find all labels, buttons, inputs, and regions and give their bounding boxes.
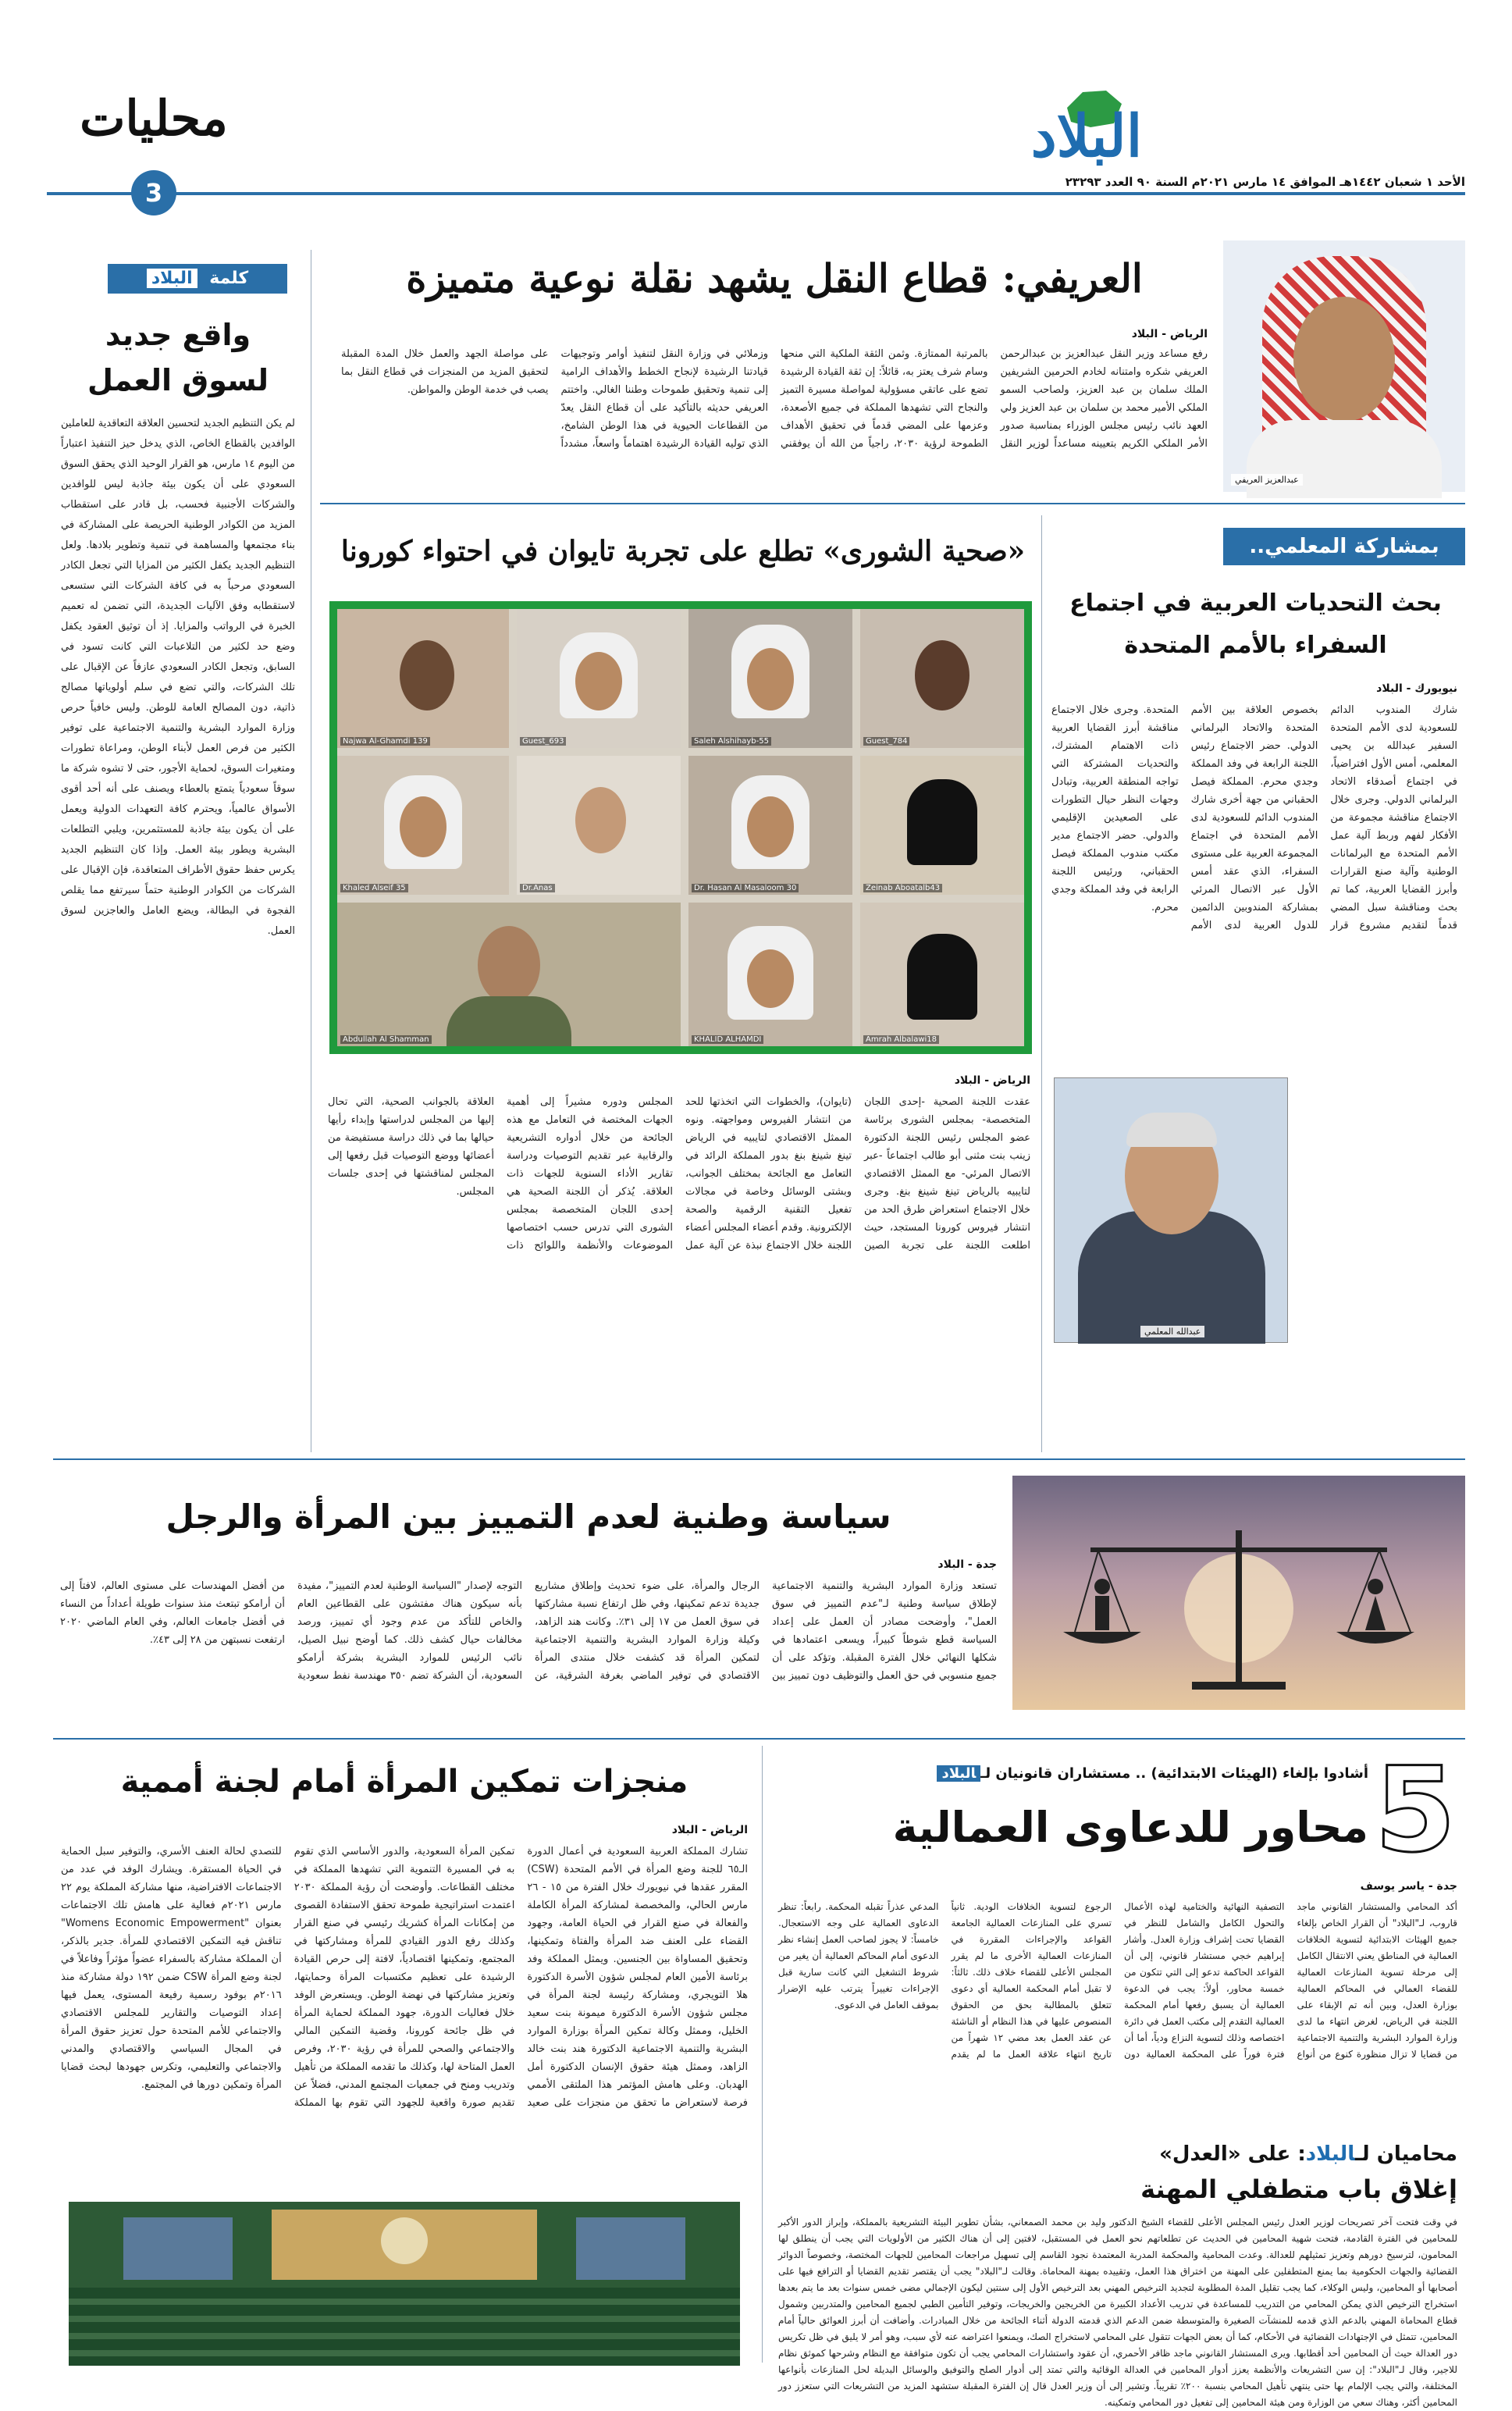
story-shura-body: عقدت اللجنة الصحية -إحدى اللجان المتخصصة- بمجلس الشورى برئاسة عضو المجلس رئيس اللجنة الدكتورة زينب بنت مثنى أبو طالب اجتماعاً -عبر الاتصال المرئي- مع الممثل الاقتصادي لتايبيه بالرياض تينغ شينغ بنغ. وجرى خلال الاجتماع استعراض طرق الحد من انتشار فيروس كورونا المستجد، حيث اطلعت اللجنة على تجربة الصين (تايوان)، والخطوات التي اتخذتها للحد من انتشار الفيروس ومواجهته. ونوه الممثل الاقتصادي لتايبيه في الرياض تينغ شينغ بنغ بدور المملكة الرائد في التعامل مع الجائحة بمختلف الجوانب، وبشتى الوسائل وخاصة في مجالات تفعيل التقنية الرقمية والصحة الإلكترونية. وقدم أعضاء المجلس أعضاء اللجنة خلال الاجتماع نبذة عن آلية عمل المجلس ودوره مشيراً إلى أهمية الجهات المختصة في التعامل مع هذه الجائحة من خلال أدواره التشريعية والرقابية عبر تقديم التوصيات ودراسة تقارير الأداء السنوية للجهات ذات العلاقة. يُذكر أن اللجنة الصحية هي إحدى اللجان المتخصصة بمجلس الشورى التي تدرس حسب اختصاصها الموضوعات والأنظمة واللوائح ذات العلاقة بالجوانب الصحية، التي تحال إليها من المجلس لدراستها وإبداء رأيها حيالها بما في ذلك دراسة مستفيضة من أعضائها ووضع التوصيات قبل رفعها إلى المجلس لمناقشتها في إحدى جلسات المجلس. xyxy=(328,1096,1030,1252)
video-tile xyxy=(517,609,681,748)
video-tile-name: Najwa Al-Ghamdi 139 xyxy=(340,737,430,746)
video-tile-name: Dr.Anas xyxy=(520,884,555,892)
masthead-rule xyxy=(47,192,1465,195)
video-tile-name: Saleh Alshihayb-55 xyxy=(692,737,771,746)
column-body: لم يكن التنظيم الجديد لتحسين العلاقة التعاقدية للعاملين الوافدين بالقطاع الخاص، الذي يدخل حيز التنفيذ اعتباراً من اليوم ١٤ مارس، هو القرار الوحيد الذي يحقق السوق السعودي على أن يكون بيئة جاذبة ليس للوافدين والشركات الأجنبية فحسب، بل قادر على استقطاب المزيد من الكوادر الوطنية الحريصة على المشاركة في بناء مجتمعها والمساهمة في تنمية وتطوير بلادها. ولعل التنظيم الجديد يكفل الكثير من المزايا التي تجعل الكادر السعودي مرحباً به في كافة الشركات التي ستسعى لاستقطابه وفق الآليات الجديدة، التي تضمن له تعميم الخبرة في الرواتب والمزايا. إذ أن توثيق العقود يكفل وضع حد لكثير من التلاعبات التي كانت تسود في السابق، وتجعل الكادر السعودي عازفاً عن الإقبال على تلك الشركات، والتي تضع في سلم أولوياتها مصالح ذاتية، دون المصالح العامة للوطن. وليس خافياً حرص وزارة الموارد البشرية والتنمية الاجتماعية على توفير الكثير من فرص العمل لأبناء الوطن، ومراعاة تطورات ومتغيرات السوق، لحماية الأجور، حتى لا تشوه شركة ما سوقاً سعودياً يتمتع بالعطاء ويصنف على أنه أحد أقوى الأسواق عالمياً، ويحترم كافة التعهدات الدولية ويعمل على أن يكون بيئة جاذبة للمستثمرين، ويلبي التطلعات البشرية ويطور بيئة العمل. وإذا كان التنظيم الجديد يكرس حفظ حقوق الأطراف المتعاقدة، فإن الإقبال على الشركات من الكوادر الوطنية حتماً سيرتفع مما يقلص الفجوة في البطالة، ويضع العامل والعاجزين لسوق العمل. xyxy=(61,418,295,937)
dateline: الأحد ١ شعبان ١٤٤٢هـ الموافق ١٤ مارس ٢٠٢١م السنة ٩٠ العدد ٢٣٢٩٣ xyxy=(1065,175,1465,189)
column-kicker-text: كلمة xyxy=(209,269,249,288)
story-transport-headline: العريفي: قطاع النقل يشهد نقلة نوعية متميزة xyxy=(406,255,1143,301)
scale-icon xyxy=(1012,1476,1465,1710)
video-tile xyxy=(860,756,1024,895)
un-divider xyxy=(1041,515,1042,1452)
video-tile-name: Guest_693 xyxy=(520,737,566,746)
story-labor-headline: محاور للدعاوى العمالية xyxy=(892,1803,1368,1852)
story-women-photo xyxy=(69,2202,740,2366)
story-women-headline: منجزات تمكين المرأة أمام لجنة أممية xyxy=(120,1764,688,1800)
story-lawyers-kicker xyxy=(1020,2139,1457,2169)
story-women-empowerment xyxy=(53,1746,756,2366)
divider-1 xyxy=(320,503,1465,504)
video-tile xyxy=(860,609,1024,748)
un-emblem xyxy=(381,2217,428,2264)
story-labor-body: أكد المحامي والمستشار القانوني ماجد قاروب، لـ"البلاد" أن القرار الخاص بإلغاء جميع الهيئات الابتدائية لتسوية الخلافات العمالية في المناطق يعني الانتقال الكامل إلى مرحلة تسوية المنازعات العمالية للقضاء العمالي في المحاكم العمالية بوزارة العدل، وبين أنه تم الإبقاء على اللجنة في الرياض، لغرض انتهاء ما لدى وزارة الموارد البشرية والتنمية الاجتماعية من قضايا لا تزال منظورة كنوع من أنواع التصفية النهائية والختامية لهذه الأعمال والتحول الكامل والشامل للنظر في القضايا تحت إشراف وزارة العدل. وأشار إبراهيم خجي مستشار قانوني، إلى أن القواعد الحاكمة تدعو إلى التي تتكون من خمسة محاور، أولاً: يجب في الدعوة العمالية أن يسبق رفعها أمام المحكمة العمالية التقدم إلى مكتب العمل في دائرة اختصاصه وذلك لتسوية النزاع ودياً، أما أن فترة فوراً على المحكمة العمالية دون الرجوع لتسوية الخلافات الودية. ثانياً تسري على المنازعات العمالية الجامعة القواعد والإجراءات المقررة في المنازعات العمالية الأخرى ما لم يقرر المجلس الأعلى للقضاء خلاف ذلك. ثالثاً: لا تقبل أمام المحكمة العمالية أي دعوى تتعلق بالمطالبة بحق من الحقوق المنصوص عليها في هذا النظام أو الناشئة عن عقد العمل بعد مضي ١٢ شهراً من تاريخ انتهاء علاقة العمل ما لم يقدم المدعي عذراً تقبله المحكمة. رابعاً: تنظر الدعاوى العمالية على وجه الاستعجال. خامساً: لا يجوز لصاحب العمل إنشاء نظر الدعوى أمام المحاكم العمالية أن يغير من شروط التشغيل التي كانت سارية قبل الإجراءات تغييراً يترتب عليه الإضرار بموقف العامل في الدعوى. xyxy=(778,1901,1457,2060)
newspaper-logo xyxy=(1005,84,1169,178)
story-transport-byline: الرياض - البلاد xyxy=(1131,328,1208,340)
editorial-column xyxy=(53,250,303,1460)
story-transport-body: رفع مساعد وزير النقل عبدالعزيز بن عبدالرحمن العريفي شكره وامتنانه لخادم الحرمين الشريفين الملك سلمان بن عبد العزيز، ولصاحب السمو الملكي الأمير محمد بن سلمان بن عبد العزيز ولي العهد نائب رئيس مجلس الوزراء بمناسبة صدور الأمر الملكي الكريم بتعيينه مساعداً لوزير النقل بالمرتبة الممتازة. وثمن الثقة الملكية التي منحها وسام شرف يعتز به، قائلاً: إن ثقة القيادة الرشيدة تضع على عاتقي مسؤولية لمواصلة مسيرة التميز والنجاح التي تشهدها المملكة في جميع الأصعدة، وعزمها على المضي قدماً في تحقيق الأهداف الطموحة لرؤية ٢٠٣٠، راجياً من الله أن يوفقني وزملائي في وزارة النقل لتنفيذ أوامر وتوجيهات قيادتنا الرشيدة لإنجاح الخطط والأهداف الرامية إلى تنمية وتحقيق طموحات وطننا الغالي. واختتم العريفي حديثه بالتأكيد على أن قطاع النقل يعدّ من القطاعات الحيوية في هذا الوطن الشامخ، الذي توليه القيادة الرشيدة اهتماماً واسعاً، مشدداً على مواصلة الجهد والعمل خلال المدة المقبلة لتحقيق المزيد من المنجزات في قطاع النقل بما يصب في خدمة الوطن والمواطن. xyxy=(341,348,1208,450)
hair xyxy=(1126,1113,1217,1147)
thobe xyxy=(1247,420,1442,498)
left-screen xyxy=(123,2217,233,2280)
page-number-badge xyxy=(131,170,176,215)
story-labor-cases xyxy=(770,1743,1465,2160)
video-tile xyxy=(337,609,509,748)
story-un-byline: نيويورك - البلاد xyxy=(1376,682,1457,695)
section-title: محليات xyxy=(80,90,228,147)
story-transport-photo xyxy=(1223,240,1465,492)
story-un-ambassadors xyxy=(1046,515,1465,1452)
video-tile xyxy=(337,903,681,1046)
story-shura-health xyxy=(320,515,1038,1452)
story-lawyers-body: في وقت فتحت آخر تصريحات لوزير العدل رئيس المجلس الأعلى للقضاء الشيخ الدكتور وليد بن محمد الصمعاني، بشأن تطوير البيئة التشريعية بالمملكة، وإبراز الدور الأكبر للمحامين في الفترة القادمة، فتحت شهية المحامين في الحديث عن تطلعاتهم نحو العمل في المستقبل، لافتين إلى أن هناك الكثير من الأولويات التي يجب أن ينطلق لها المحامون، لترسيخ دورهم وتعزيز تمثيلهم للعدالة. وعدت المحامية والمحكمة المدربة المعتمدة نجود القاسم إلى تسهيل مراجعات المحامين للجهات المختصة، وخصوصاً الدوائر القضائية والجهات الحكومية بما يمنع المتطفلين على المهنة من اختراق هذا العمل، وتقييده بمهنة المحاماة. وقالت لـ"البلاد" يجب أن يقتصر تقديم القضايا أو الترافع فيها على أصحابها أو المحامين، وليس الوكلاء، كما يجب تقليل المدة المطلوبة لتجديد الترخيص المهني بعد الترخيص الأول إلى سنتين ليكون الإجمالي مضى خمس سنوات بعد ما يتم بعدها استخراج الترخيص الذي يمكن المحامي من التدريب للمساعدة في تدريب الأعداد الكبيرة من الخريجين والخريجات، وتوفير التأمين الطبي لجميع المحامين والمتدربين وشمول قطاع المحاماة المهني بالدعم الذي قدمه للمنشآت الصغيرة والمتوسطة ضمن الدعم الذي قدمته الدولة أثناء الجائحة من خلال المبادرات. وأضافت أن أبرز العوائق حالياً أمام المحامين، تتمثل في الإجتهادات القضائية في الأحكام، كما أن بعض الجهات تتقول على المحامي لاستخراج الصك، ويمنعوا اعتراضه عنه لأي سبب، وهو أمر لا يليق في ظل تكريس دور العدالة حيث أن المحامين أحد أقطابها. ويرى المستشار القانوني ماجد ظافر الأحمري، أن عقود واستشارات المحامي يجب أن تكون متوافقة مع النظام وشرحها كموثق نظام للاجير، وقال لـ"البلاد": إن سن التشريعات والأنظمة يعزز أدوار المحامين في العدالة الوقائية والتي تمتد إلى أدوار الصلح والتوفيق والوسائل البديلة لحل المنازعات بأنواعها المختلفة، والتي يجب الإلمام بها حتى ينتهي تأهيل المحامي بنسبة ٢٠٠٪ تقريباً. وتشير إلى أن وزير العدل قال إن الفترة المقبلة ستشهد المزيد من التشريعات التي ستعزز دور المحامين أكثر، وهناك سعي من الوزارة ومن هيئة المحامين إلى تفعيل دور المحامي وتمكينه. xyxy=(778,2217,1458,2408)
story-lawyers-kicker-logo: البلاد xyxy=(1305,2142,1356,2166)
video-tile-name: Dr. Hasan Al Masaloom 30 xyxy=(692,884,799,892)
story-un-title-line1: بحث التحديات العربية في اجتماع xyxy=(1069,589,1442,617)
story-shura-headline: «صحية الشورى» تطلع على تجربة تايوان في احتواء كورونا xyxy=(340,535,1026,568)
story-lawyers-kicker-post: : على «العدل» xyxy=(1159,2142,1306,2166)
video-tile-name: Khaled Alseif 35 xyxy=(340,884,408,892)
story-labor-kicker xyxy=(775,1761,1368,1786)
story-gender-byline: جدة - البلاد xyxy=(937,1558,997,1571)
story-gender-illustration xyxy=(1012,1476,1465,1710)
story-gender-headline: سياسة وطنية لعدم التمييز بين المرأة والرجل xyxy=(165,1498,891,1536)
video-call-grid xyxy=(329,601,1032,1054)
story-labor-kicker-logo: البلاد xyxy=(937,1765,980,1782)
story-un-body: شارك المندوب الدائم للسعودية لدى الأمم المتحدة السفير عبدالله بن يحيى المعلمي، أمس الأول افتراضياً، في اجتماع أصدقاء الاتحاد البرلماني الدولي. وجرى خلال الاجتماع مناقشة مجموعة من الأفكار لفهم وربط آلية عمل الأمم المتحدة مع البرلمانات الوطنية وآلية صنع القرارات وأبرز القضايا العربية، كما تم بحث ومناقشة سبل المضي قدماً لتقديم مشروع قرار بخصوص العلاقة بين الأمم المتحدة والاتحاد البرلماني الدولي. حضر الاجتماع رئيس اللجنة الرابعة في وفد المملكة وجدي محرم. المملكة فيصل الحقباني من جهة أخرى شارك المندوب الدائم للسعودية لدى الأمم المتحدة في اجتماع المجموعة العربية على مستوى السفراء، الذي عقد أمس الأول عبر الاتصال المرئي بمشاركة المندوبين الدائمين للدول العربية لدى الأمم المتحدة. وجرى خلال الاجتماع مناقشة أبرز القضايا العربية ذات الاهتمام المشترك، والتحديات المشتركة التي تواجه المنطقة العربية، وتبادل وجهات النظر حيال التطورات على الصعيدين الإقليمي والدولي. حضر الاجتماع مدير مكتب مندوب المملكة فيصل الحقباني، ورئيس اللجنة الرابعة في وفد المملكة وجدي محرم. xyxy=(1051,704,1457,931)
divider-2 xyxy=(53,1458,1465,1460)
story-women-body: تشارك المملكة العربية السعودية في أعمال الدورة الـ٦٥ للجنة وضع المرأة في الأمم المتحدة (CSW) المقرر عقدها في نيويورك خلال الفترة من ١٥ - ٢٦ مارس الحالي، والمخصصة لمشاركة المرأة الكاملة والفعالة في صنع القرار في الحياة العامة، وجهود القضاء على العنف ضد المرأة والفتاة وتمكينها، وتحقيق المساواة بين الجنسين. ويمثل المملكة وفد برئاسة الأمين العام لمجلس شؤون الأسرة الدكتورة هلا التويجري، ومشاركة رئيسة لجنة المرأة في مجلس شؤون الأسرة الدكتورة ميمونة بنت سعيد الخليل، وممثل وكالة تمكين المرأة بوزارة الموارد البشرية والتنمية الاجتماعية الدكتورة هند بنت خالد الزاهد، وممثل هيئة حقوق الإنسان الدكتورة أمل الهدبان. وعلى هامش المؤتمر هذا الملتقى الأممي فرصة لاستعراض ما تحقق من منجزات على صعيد تمكين المرأة السعودية، والدور الأساسي الذي تقوم به في المسيرة التنموية التي تشهدها المملكة في مختلف القطاعات. وأوضحت أن رؤية المملكة ٢٠٣٠ اعتمدت استراتيجية طموحة تحقق الاستفادة القصوى من إمكانات المرأة كشريك رئيسي في صنع القرار وكذلك رفع الدور القيادي للمرأة ومشاركتها في المجتمع، وتمكينها اقتصادياً، لافتة إلى حرص القيادة الرشيدة على تعظيم مكتسبات المرأة وحمايتها، وتعزيز مشاركتها في نهضة الوطن. ويستعرض الوفد خلال فعاليات الدورة، جهود المملكة لحماية المرأة في ظل جائحة كورونا، وقضية التمكين المالي والاجتماعي والصحي للمرأة في رؤية ٢٠٣٠، وفرص العمل المتاحة لها، وكذلك ما تقدمه المملكة من تأهيل وتدريب ومنح في جمعيات المجتمع المدني، فضلاً عن تقديم صورة واقعية للجهود التي تقوم بها المملكة للتصدي لحالة العنف الأسري، والتوفير سبل الحماية في الحياة المستقرة. ويشارك الوفد في عدد من الاجتماعات الافتراضية، منها مشاركة المملكة يوم ٢٢ مارس ٢٠٢١م فعالية على هامش تلك الاجتماعات بعنوان "Womens Economic Empowerment" تناقش فيه التمكين الاقتصادي للمرأة. جدير بالذكر، أن المملكة مشاركة بالسفراء عضواً مؤثراً وفاعلاً في لجنة وضع المرأة CSW ضمن ١٩٢ دولة مشاركة منذ ٢٠١٦م بوفود رسمية رفيعة المستوى، يعمل فيها إعداد التوصيات والتقارير للمجلس الاقتصادي والاجتماعي للأمم المتحدة حول تعزيز حقوق المرأة في المجال السياسي والاقتصادي والمدني والاجتماعي والتعليمي، وتكرس جهودها لبحث قضايا المرأة وتمكين دورها في المجتمع. xyxy=(61,1846,748,2109)
column-kicker-logo: البلاد xyxy=(147,269,197,288)
face xyxy=(1293,297,1395,422)
delegates-rows xyxy=(69,2288,740,2366)
video-tile xyxy=(860,903,1024,1046)
video-tile-name: Guest_784 xyxy=(863,737,909,746)
story-un-title-line2: السفراء بالأمم المتحدة xyxy=(1124,632,1387,659)
story-gender-body: تستعد وزارة الموارد البشرية والتنمية الاجتماعية لإطلاق سياسة وطنية لـ"عدم التمييز في سوق العمل"، وأوضحت مصادر أن العمل على إعداد السياسة قطع شوطاً كبيراً، ويسعى اعتمادها في شكلها النهائي خلال الفترة المقبلة. وتؤكد على أن جميع منسوبي في حق العمل والتوظيف دون تمييز بين الرجال والمرأة، على ضوء تحديث وإطلاق مشاريع جديدة تدعم تمكينها، وفي ظل ارتفاع نسبة مشاركتها في سوق العمل من ١٧ إلى ٣١٪. وكانت هند الزاهد، وكيلة وزارة الموارد البشرية والتنمية الاجتماعية لتمكين المرأة قد كشفت خلال منتدى المرأة الاقتصادي في توفير الماضي بغرفة الشرقية، عن التوجه لإصدار "السياسة الوطنية لعدم التمييز"، مفيدة بأنه سيكون هناك مفتشون على القطاعين العام والخاص للتأكد من عدم وجود أي تمييز، ورصد مخالفات حيال كشف ذلك. كما أوضح نبيل الصيل، نائب الرئيس للموارد البشرية بشركة أرامكو السعودية، أن الشركة تضم ٣٥٠ مهندسة نفط سعودية من أفضل المهندسات على مستوى العالم، لافتاً إلى أن أرامكو تبتعث منذ سنوات طويلة أعداداً من النساء في أفضل جامعات العالم، وفي العام الماضي ٢٠٢٠ ارتفعت نسبتهن من ٢٨ إلى ٤٣٪. xyxy=(60,1580,997,1682)
story-shura-byline: الرياض - البلاد xyxy=(954,1074,1030,1087)
story-un-photo xyxy=(1054,1077,1288,1343)
column-title-line1: واقع جديد xyxy=(105,318,251,352)
story-labor-byline: جدة - ياسر يوسف xyxy=(1360,1880,1457,1893)
story-transport xyxy=(312,234,1465,500)
video-tile-name: Amrah Albalawi18 xyxy=(863,1035,939,1044)
story-lawyers-kicker-pre: محاميان لـ xyxy=(1355,2142,1457,2166)
video-tile xyxy=(337,756,509,895)
video-tile xyxy=(517,756,681,895)
story-lawyers xyxy=(770,2139,1465,2408)
story-women-byline: الرياض - البلاد xyxy=(671,1824,748,1836)
video-tile xyxy=(688,609,852,748)
masthead xyxy=(0,0,1512,234)
story-un-photo-caption: عبدالله المعلمي xyxy=(1140,1326,1204,1337)
story-labor-number: 5 xyxy=(1374,1743,1457,1879)
story-labor-kicker-text: أشادوا بإلغاء (الهيئات الابتدائية) .. مستشاران قانونيان لـ xyxy=(980,1765,1368,1782)
video-tile-name: Zeinab Aboatalb43 xyxy=(863,884,942,892)
video-tile-name: KHALID ALHAMDI xyxy=(692,1035,763,1044)
video-tile-name: Abdullah Al Shamman xyxy=(340,1035,432,1044)
page-number: 3 xyxy=(144,178,163,208)
bottom-divider xyxy=(762,1746,763,2363)
story-un-kicker: بمشاركة المعلمي.. xyxy=(1223,528,1465,565)
right-screen xyxy=(576,2217,685,2280)
story-transport-photo-caption: عبدالعزيز العريفي xyxy=(1231,474,1303,486)
logo-wordmark: البلاد xyxy=(1030,103,1143,170)
divider-3 xyxy=(53,1738,1465,1740)
column-title-line2: لسوق العمل xyxy=(87,363,269,397)
story-gender-policy xyxy=(53,1468,1465,1733)
video-tile xyxy=(688,903,852,1046)
story-lawyers-headline: إغلاق باب متطفلي المهنة xyxy=(1140,2174,1457,2204)
column-kicker xyxy=(108,264,287,294)
video-tile xyxy=(688,756,852,895)
